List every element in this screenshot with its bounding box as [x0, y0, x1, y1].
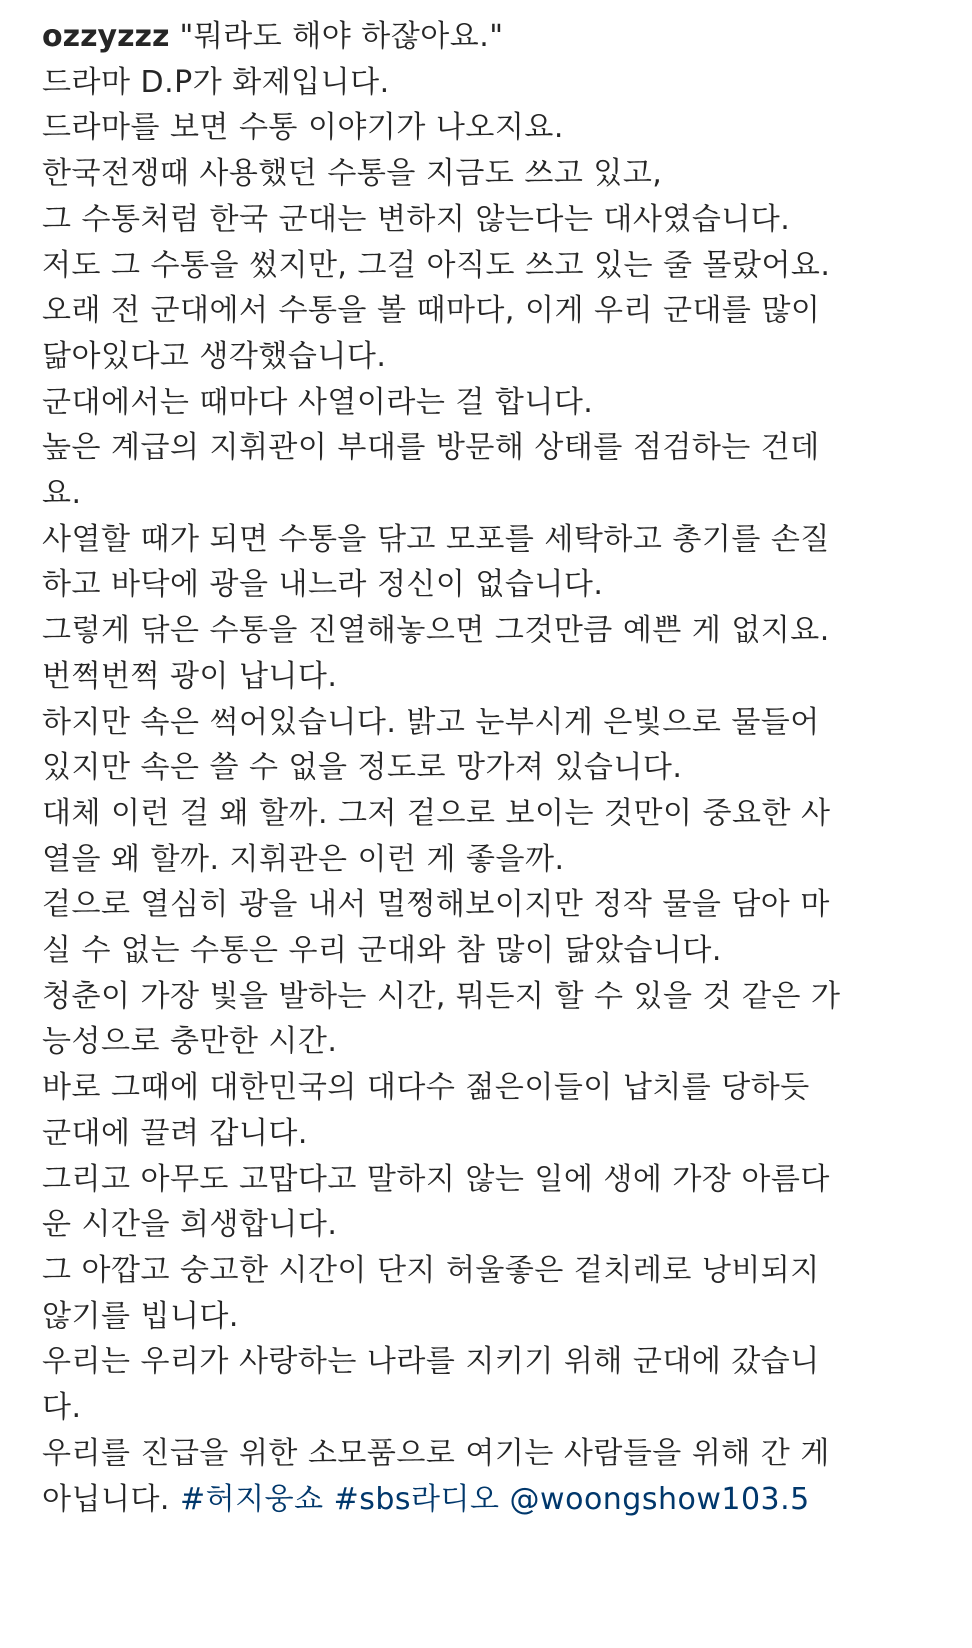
mention-link[interactable]: @woongshow103.5	[509, 1481, 810, 1517]
caption-line-1	[42, 14, 942, 60]
caption-line: 다.	[42, 1390, 82, 1426]
username-link[interactable]: ozzyzzz	[42, 19, 170, 54]
caption-first-line: "뭐라도 해야 하잖아요."	[169, 19, 504, 54]
caption-line: 번쩍번쩍 광이 납니다.	[42, 658, 338, 694]
caption-line: 하지만 속은 썩어있습니다. 밝고 눈부시게 은빛으로 물들어	[42, 704, 820, 740]
caption-line: 우리를 진급을 위한 소모품으로 여기는 사람들을 위해 간 게	[42, 1435, 830, 1471]
hashtag-link[interactable]: #허지웅쇼	[180, 1481, 324, 1517]
caption-line: 열을 왜 할까. 지휘관은 이런 게 좋을까.	[42, 841, 565, 877]
caption-line: 능성으로 충만한 시간.	[42, 1024, 338, 1060]
caption-line: 겉으로 열심히 광을 내서 멀쩡해보이지만 정작 물을 담아 마	[42, 887, 830, 923]
caption-line: 있지만 속은 쓸 수 없을 정도로 망가져 있습니다.	[42, 750, 683, 786]
caption-line: 군대에서는 때마다 사열이라는 걸 합니다.	[42, 384, 594, 420]
caption-line: 드라마를 보면 수통 이야기가 나오지요.	[42, 110, 564, 146]
last-line-text: 아닙니다.	[42, 1481, 180, 1517]
caption-last-line	[42, 1477, 942, 1523]
caption-line: 청춘이 가장 빛을 발하는 시간, 뭐든지 할 수 있을 것 같은 가	[42, 978, 841, 1014]
caption-line: 요.	[42, 476, 82, 512]
post-caption	[42, 14, 942, 1522]
caption-line: 드라마 D.P가 화제입니다.	[42, 64, 390, 100]
caption-line: 오래 전 군대에서 수통을 볼 때마다, 이게 우리 군대를 많이	[42, 293, 821, 329]
caption-line: 높은 계급의 지휘관이 부대를 방문해 상태를 점검하는 건데	[42, 430, 820, 466]
caption-line: 그리고 아무도 고맙다고 말하지 않는 일에 생에 가장 아름다	[42, 1161, 830, 1197]
caption-line: 운 시간을 희생합니다.	[42, 1207, 338, 1243]
caption-line: 그 수통처럼 한국 군대는 변하지 않는다는 대사였습니다.	[42, 201, 791, 237]
caption-line: 대체 이런 걸 왜 할까. 그저 겉으로 보이는 것만이 중요한 사	[42, 795, 831, 831]
caption-line: 않기를 빕니다.	[42, 1298, 239, 1334]
caption-line: 저도 그 수통을 썼지만, 그걸 아직도 쓰고 있는 줄 몰랐어요.	[42, 247, 831, 283]
caption-line: 그 아깝고 숭고한 시간이 단지 허울좋은 겉치레로 낭비되지	[42, 1252, 820, 1288]
caption-line: 군대에 끌려 갑니다.	[42, 1115, 308, 1151]
caption-line: 닮아있다고 생각했습니다.	[42, 338, 387, 374]
caption-line: 실 수 없는 수통은 우리 군대와 참 많이 닮았습니다.	[42, 933, 722, 969]
caption-line: 하고 바닥에 광을 내느라 정신이 없습니다.	[42, 567, 604, 603]
caption-line: 바로 그때에 대한민국의 대다수 젊은이들이 납치를 당하듯	[42, 1070, 810, 1106]
hashtag-link[interactable]: #sbs라디오	[333, 1481, 500, 1517]
caption-line: 우리는 우리가 사랑하는 나라를 지키기 위해 군대에 갔습니	[42, 1344, 820, 1380]
caption-line: 사열할 때가 되면 수통을 닦고 모포를 세탁하고 총기를 손질	[42, 521, 830, 557]
caption-line: 그렇게 닦은 수통을 진열해놓으면 그것만큼 예쁜 게 없지요.	[42, 613, 830, 649]
caption-line: 한국전쟁때 사용했던 수통을 지금도 쓰고 있고,	[42, 156, 663, 192]
